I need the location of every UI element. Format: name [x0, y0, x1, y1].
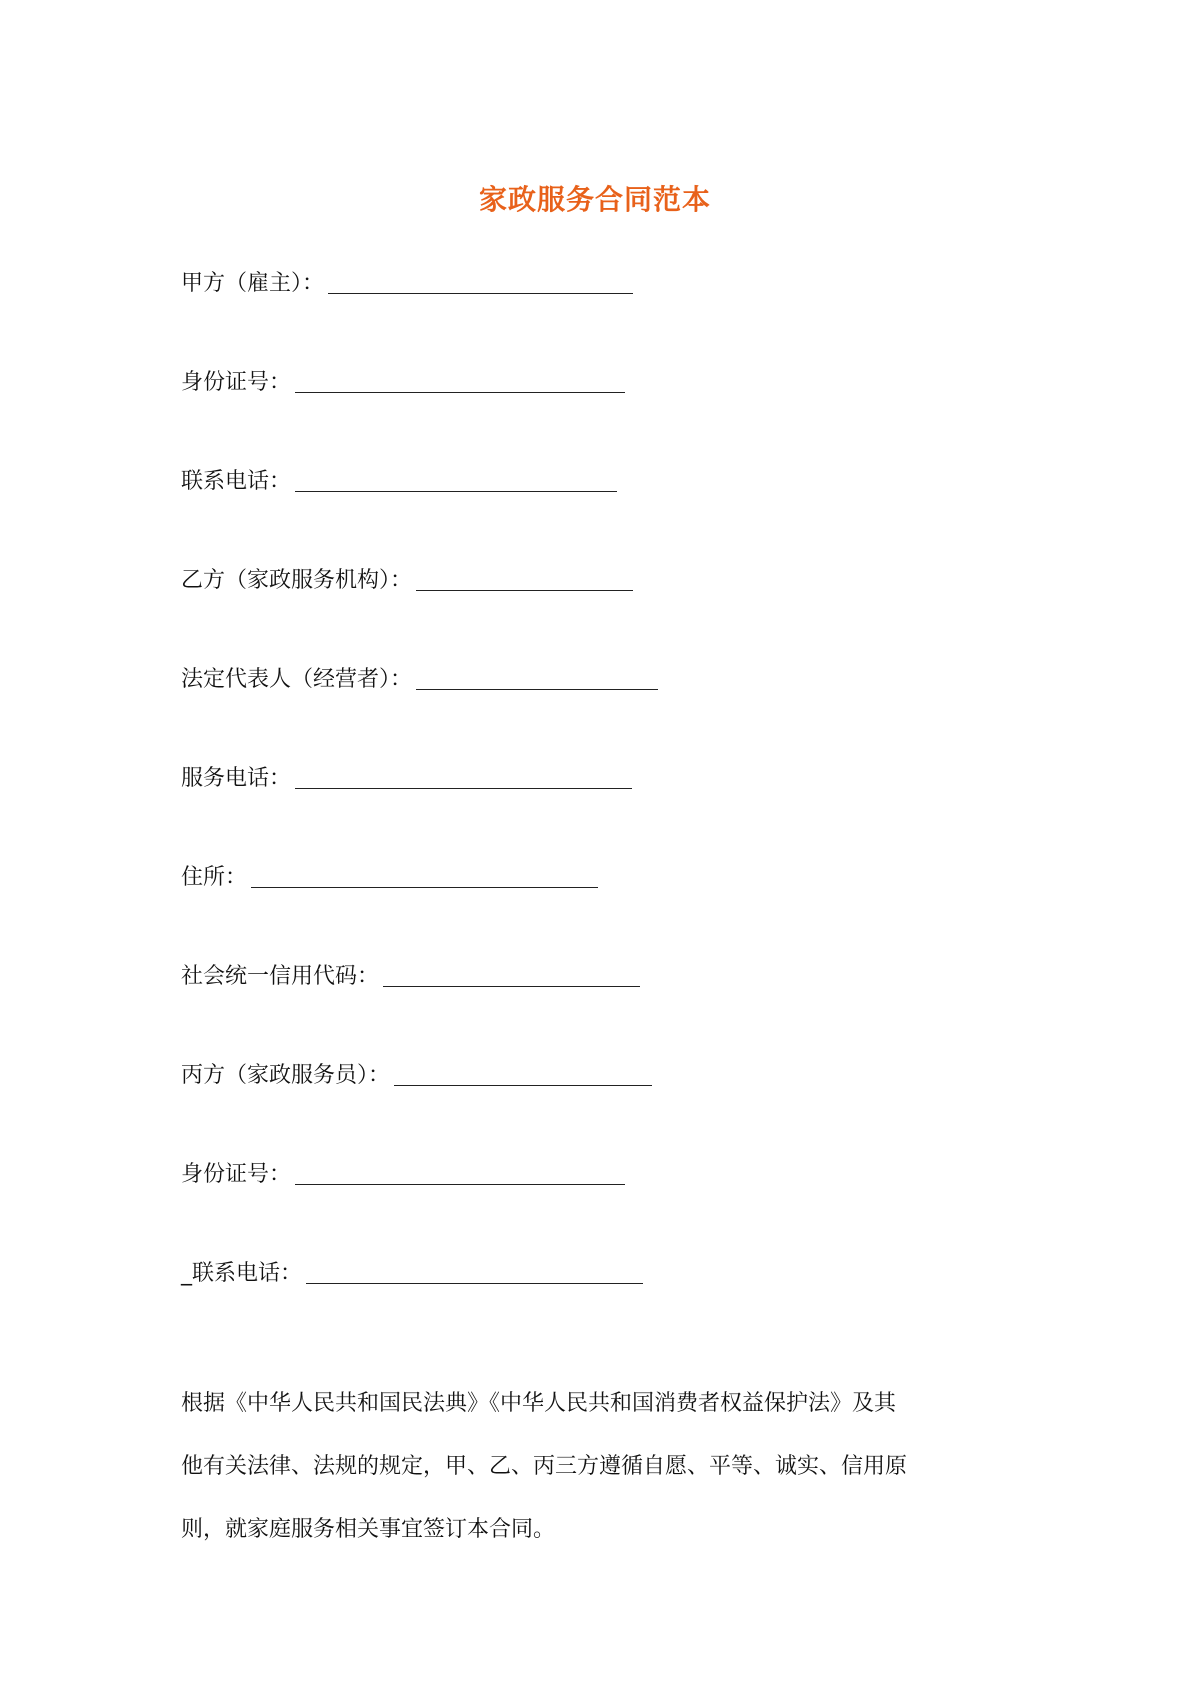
field-label: 联系电话： [181, 469, 292, 494]
fill-in-blank[interactable] [295, 469, 617, 492]
field-label: 甲方（雇主）： [181, 271, 325, 296]
field-label: 住所： [181, 865, 248, 890]
form-field-row [181, 1059, 652, 1091]
field-label: 丙方（家政服务员）： [181, 1063, 391, 1088]
form-field-row [181, 1158, 625, 1190]
fill-in-blank[interactable] [416, 667, 658, 690]
form-field-row [181, 366, 625, 398]
fill-in-blank[interactable] [328, 271, 633, 294]
fill-in-blank[interactable] [383, 964, 640, 987]
preamble-paragraph [181, 1372, 1021, 1561]
form-field-row [181, 1257, 643, 1289]
field-label: 乙方（家政服务机构）： [181, 568, 413, 593]
document-title: 家政服务合同范本 [478, 183, 711, 216]
form-field-row [181, 762, 632, 794]
form-field-row [181, 564, 633, 596]
form-field-row [181, 267, 633, 299]
fill-in-blank[interactable] [306, 1261, 643, 1284]
form-field-row [181, 861, 598, 893]
preamble-line: 根据《中华人民共和国民法典》《中华人民共和国消费者权益保护法》及其 [181, 1391, 897, 1416]
field-label: _联系电话： [181, 1261, 303, 1286]
fill-in-blank[interactable] [251, 865, 598, 888]
form-field-row [181, 465, 617, 497]
field-label: 身份证号： [181, 370, 292, 395]
form-field-row [181, 960, 640, 992]
field-label: 服务电话： [181, 766, 292, 791]
fill-in-blank[interactable] [416, 568, 633, 591]
field-label: 法定代表人（经营者）： [181, 667, 413, 692]
preamble-line: 他有关法律、法规的规定，甲、乙、丙三方遵循自愿、平等、诚实、信用原 [181, 1454, 908, 1479]
field-label: 身份证号： [181, 1162, 292, 1187]
preamble-line: 则，就家庭服务相关事宜签订本合同。 [181, 1517, 556, 1542]
fill-in-blank[interactable] [295, 1162, 625, 1185]
fill-in-blank[interactable] [295, 370, 625, 393]
fill-in-blank[interactable] [295, 766, 632, 789]
form-field-row [181, 663, 658, 695]
field-label: 社会统一信用代码： [181, 964, 380, 989]
fill-in-blank[interactable] [394, 1063, 652, 1086]
